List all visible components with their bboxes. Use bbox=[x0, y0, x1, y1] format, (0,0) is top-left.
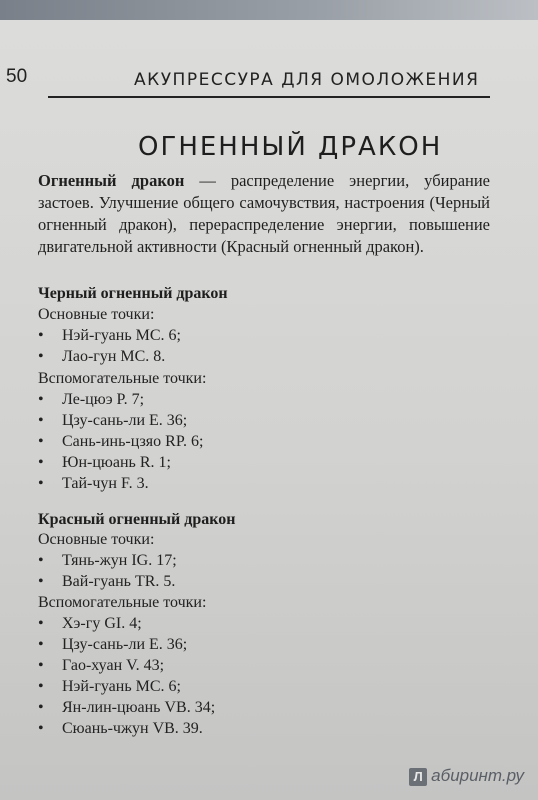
list-item: • Юн-цюань R. 1; bbox=[38, 454, 171, 471]
watermark bbox=[409, 766, 524, 786]
list-item: • Сань-инь-цзяо RP. 6; bbox=[38, 433, 204, 450]
chapter-title: ОГНЕННЫЙ ДРАКОН bbox=[138, 132, 443, 162]
list-item: • Ян-лин-цюань VB. 34; bbox=[38, 699, 216, 716]
header-rule bbox=[48, 96, 490, 98]
list-item: • Сюань-чжун VB. 39. bbox=[38, 720, 203, 737]
aux-points-label: Вспомогательные точки: bbox=[38, 370, 207, 387]
running-title: АКУПРЕССУРА ДЛЯ ОМОЛОЖЕНИЯ bbox=[134, 70, 480, 90]
intro-text: — распределение энергии, убирание застоев. Улучшение общего самочувствия, настроения (Черный огненный дракон), перераспределение энергии, повышение двигательной активности (Красный огненный дракон). bbox=[38, 171, 490, 256]
list-item: • Нэй-гуань MC. 6; bbox=[38, 327, 181, 344]
list-item: • Тянь-жун IG. 17; bbox=[38, 552, 177, 569]
intro-term: Огненный дракон bbox=[38, 171, 185, 190]
aux-points-label: Вспомогательные точки: bbox=[38, 594, 207, 611]
section-title-red-dragon: Красный огненный дракон bbox=[38, 511, 236, 528]
watermark-text: абиринт.ру bbox=[431, 766, 524, 785]
list-item: • Тай-чун F. 3. bbox=[38, 475, 149, 492]
list-item: • Цзу-сань-ли E. 36; bbox=[38, 636, 188, 653]
main-points-label: Основные точки: bbox=[38, 306, 155, 323]
list-item: • Гао-хуан V. 43; bbox=[38, 657, 165, 674]
background-surface bbox=[0, 0, 538, 22]
page-number: 50 bbox=[6, 66, 28, 87]
section-title-black-dragon: Черный огненный дракон bbox=[38, 285, 228, 302]
list-item: • Лао-гун MC. 8. bbox=[38, 348, 166, 365]
list-item: • Хэ-гу GI. 4; bbox=[38, 615, 142, 632]
main-points-label: Основные точки: bbox=[38, 531, 155, 548]
intro-paragraph bbox=[38, 170, 490, 258]
list-item: • Цзу-сань-ли E. 36; bbox=[38, 412, 188, 429]
list-item: • Вай-гуань TR. 5. bbox=[38, 573, 176, 590]
labirint-logo: Л bbox=[409, 768, 427, 786]
bleed-through-text bbox=[300, 280, 500, 720]
list-item: • Ле-цюэ P. 7; bbox=[38, 391, 145, 408]
list-item: • Нэй-гуань MC. 6; bbox=[38, 678, 181, 695]
